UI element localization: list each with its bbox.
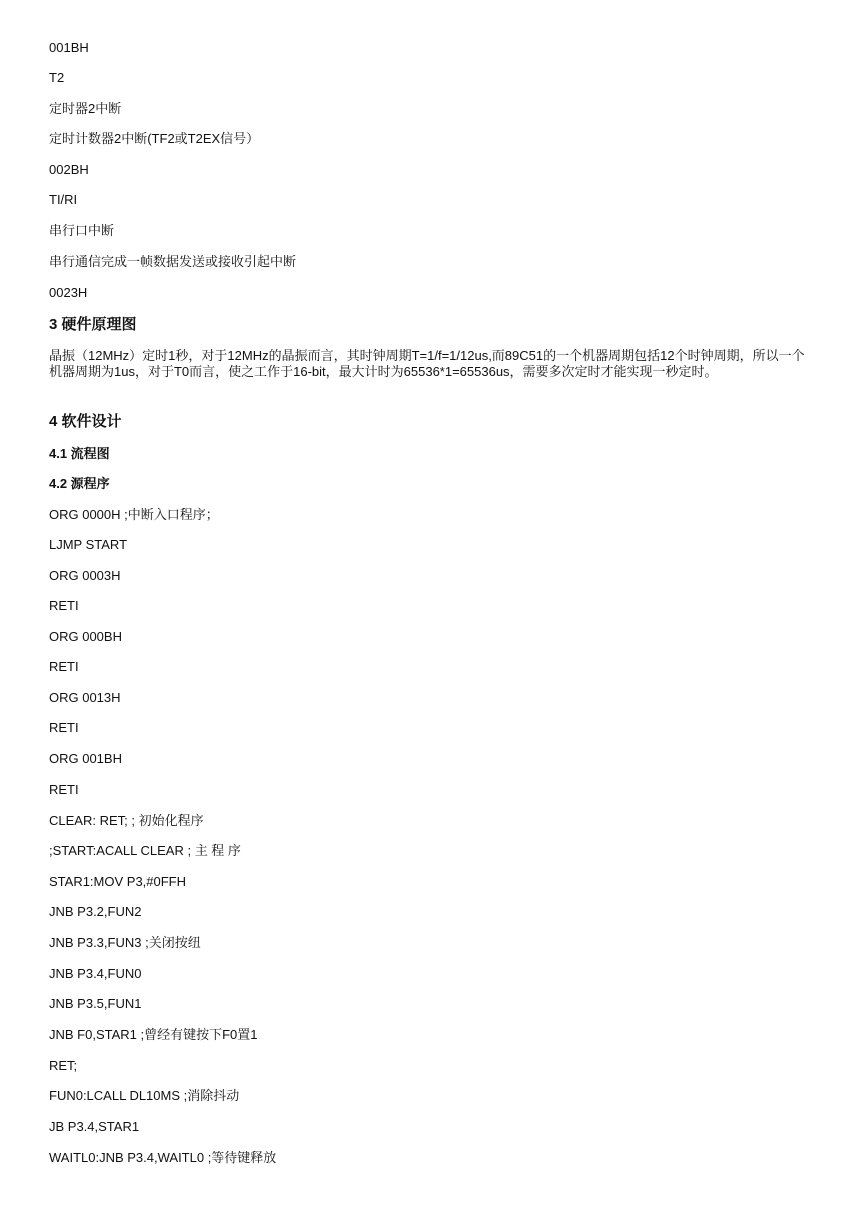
code-line: CLEAR: RET; ; 初始化程序 (49, 813, 204, 828)
code-line: ORG 0013H (49, 690, 121, 705)
code-line: ;START:ACALL CLEAR ; 主 程 序 (49, 843, 241, 858)
code-line: RETI (49, 598, 79, 613)
code-line: LJMP START (49, 537, 128, 552)
code-line: JNB P3.2,FUN2 (49, 904, 142, 919)
table-cell: 串行通信完成一帧数据发送或接收引起中断 (49, 254, 297, 269)
body-paragraph: 晶振（12MHz）定时1秒，对于12MHz的晶振而言，其时钟周期T=1/f=1/12us,而89C51的一个机器周期包括12个时钟周期，所以一个机器周期为1us，对于T0而言，使之工作于16-bit，最大计时为65536*1=65536us，需要多次定时才能实现一秒定时。 (49, 348, 805, 379)
code-line: RET; (49, 1058, 78, 1073)
section-heading: 4 软件设计 (49, 413, 122, 430)
section-heading: 3 硬件原理图 (49, 316, 137, 333)
code-line: ORG 001BH (49, 751, 122, 766)
code-line: ORG 000BH (49, 629, 122, 644)
subsection-heading: 4.2 源程序 (49, 476, 110, 491)
table-cell: 0023H (49, 285, 88, 300)
subsection-heading: 4.1 流程图 (49, 446, 110, 461)
table-cell: 定时器2中断 (49, 101, 122, 116)
table-cell: TI/RI (49, 192, 78, 207)
code-line: RETI (49, 659, 79, 674)
code-line: FUN0:LCALL DL10MS ;消除抖动 (49, 1088, 240, 1103)
table-cell: 001BH (49, 40, 89, 55)
code-line: ORG 0003H (49, 568, 121, 583)
table-cell: 串行口中断 (49, 223, 115, 238)
code-line: STAR1:MOV P3,#0FFH (49, 874, 187, 889)
code-line: RETI (49, 782, 79, 797)
code-line: JB P3.4,STAR1 (49, 1119, 140, 1134)
code-line: ORG 0000H ;中断入口程序； (49, 507, 219, 522)
code-line: WAITL0:JNB P3.4,WAITL0 ;等待键释放 (49, 1150, 277, 1165)
code-line: JNB P3.4,FUN0 (49, 966, 142, 981)
code-line: JNB P3.3,FUN3 ;关闭按纽 (49, 935, 201, 950)
table-cell: T2 (49, 70, 65, 85)
code-line: RETI (49, 720, 79, 735)
table-cell: 002BH (49, 162, 89, 177)
code-line: JNB F0,STAR1 ;曾经有键按下F0置1 (49, 1027, 258, 1042)
table-cell: 定时计数器2中断(TF2或T2EX信号） (49, 131, 260, 146)
code-line: JNB P3.5,FUN1 (49, 996, 142, 1011)
